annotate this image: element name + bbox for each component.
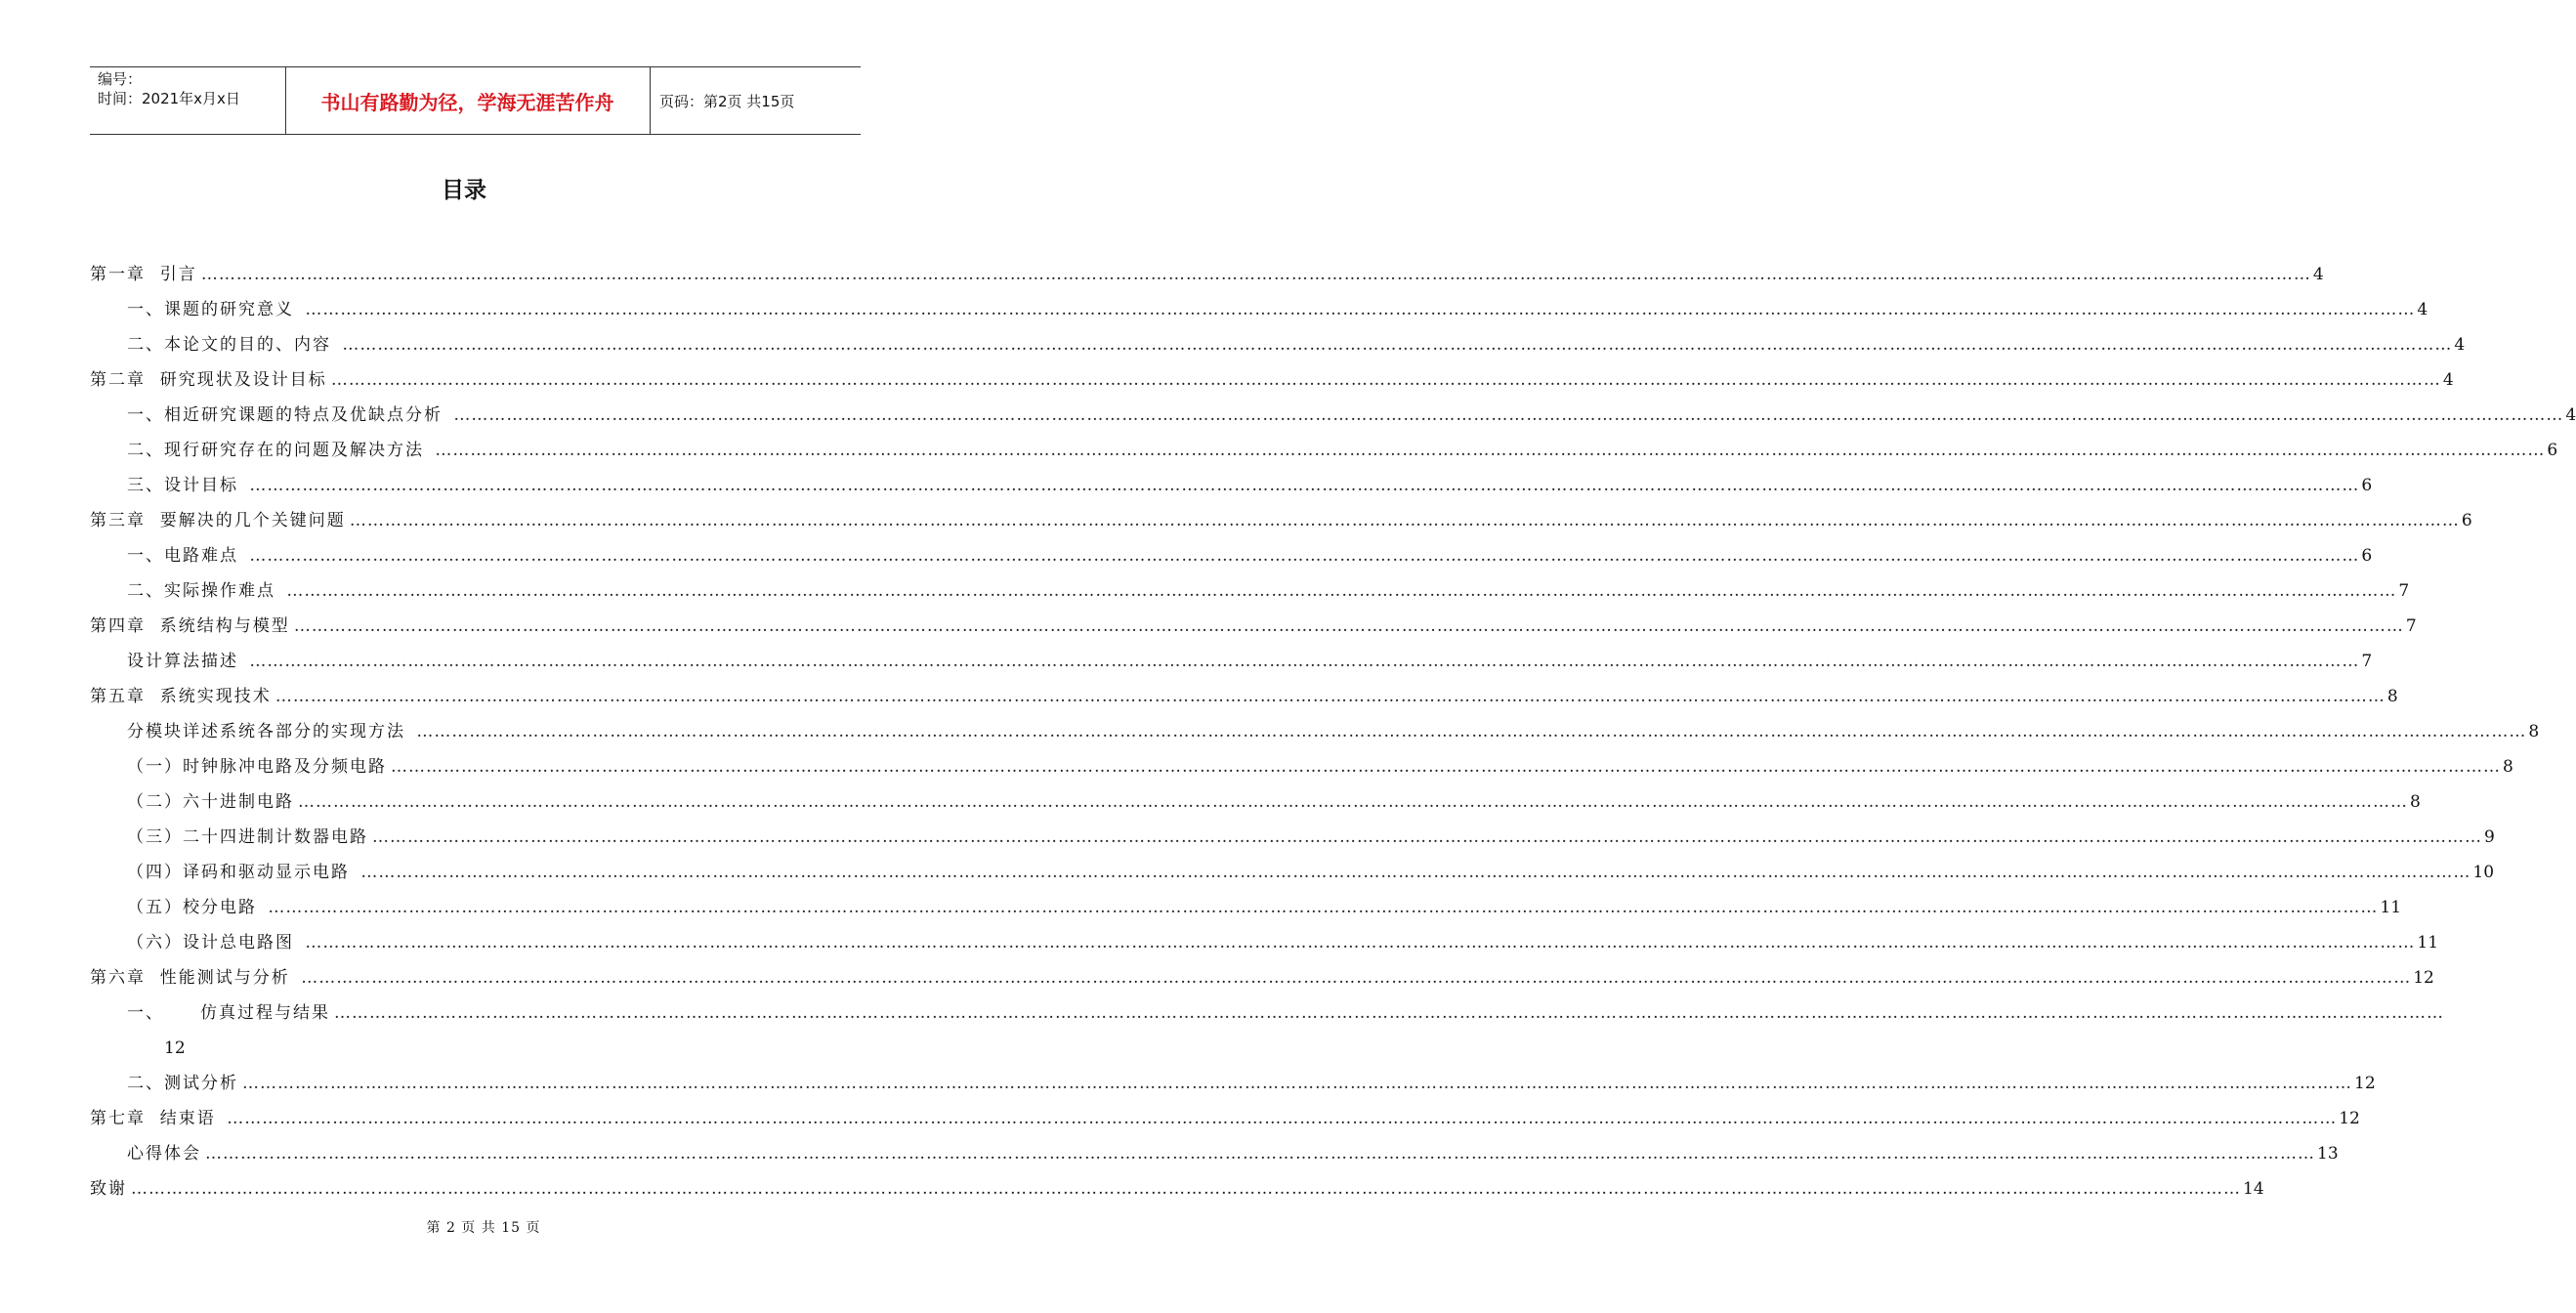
toc-entry[interactable] bbox=[90, 257, 2324, 292]
toc-entry-label: 一、电路难点 bbox=[127, 546, 246, 566]
toc-leader-dots: ……………………………………………………………………………………………………………………………………………………………………………………………………………………………………………………………………………………………………………………………… bbox=[268, 898, 2379, 917]
toc-entry-page: 9 bbox=[2484, 827, 2495, 847]
toc-entry[interactable] bbox=[90, 468, 2373, 503]
number-label: 编号： bbox=[98, 70, 143, 88]
document-header bbox=[90, 66, 861, 135]
toc-entry-label: 第四章 系统结构与模型 bbox=[90, 616, 290, 636]
toc-entry-label: （六）设计总电路图 bbox=[127, 933, 302, 953]
toc-entry-label: 一、相近研究课题的特点及优缺点分析 bbox=[127, 405, 450, 425]
toc-entry[interactable] bbox=[90, 644, 2373, 679]
toc-entry-page: 7 bbox=[2405, 616, 2417, 636]
toc-entry-label: 设计算法描述 bbox=[127, 652, 246, 671]
toc-entry-page: 4 bbox=[2417, 300, 2428, 319]
toc-entry-page: 8 bbox=[2386, 687, 2398, 706]
toc-entry[interactable] bbox=[90, 960, 2434, 995]
toc-entry[interactable] bbox=[90, 855, 2495, 890]
toc-entry[interactable] bbox=[90, 995, 2445, 1031]
toc-entry[interactable] bbox=[90, 433, 2558, 468]
toc-entry-label: 二、测试分析 bbox=[127, 1074, 238, 1093]
toc-entry-label: 二、本论文的目的、内容 bbox=[127, 335, 339, 355]
toc-entry-page: 8 bbox=[2503, 757, 2513, 777]
toc-entry[interactable] bbox=[90, 749, 2513, 784]
toc-leader-dots: ……………………………………………………………………………………………………………………………………………………………………………………………………………………………………………………………………………………………………………………………… bbox=[298, 792, 2408, 812]
toc-entry[interactable] bbox=[90, 679, 2398, 714]
toc-entry-page: 4 bbox=[2565, 405, 2576, 425]
toc-entry-label: 二、现行研究存在的问题及解决方法 bbox=[127, 441, 432, 460]
toc-entry-page: 12 bbox=[2413, 968, 2434, 988]
toc-leader-dots: ……………………………………………………………………………………………………………………………………………………………………………………………………………………………………………………………………………………………………………………………… bbox=[274, 687, 2386, 706]
toc-entry-page: 8 bbox=[2528, 722, 2540, 741]
header-meta bbox=[98, 69, 240, 108]
toc-entry-page: 11 bbox=[2380, 898, 2402, 917]
toc-entry[interactable] bbox=[90, 503, 2472, 538]
toc-entry[interactable] bbox=[90, 925, 2439, 960]
table-of-contents bbox=[90, 257, 2576, 1207]
toc-entry-page: 7 bbox=[2398, 581, 2410, 601]
toc-entry[interactable] bbox=[90, 538, 2373, 573]
toc-entry[interactable] bbox=[90, 1101, 2360, 1136]
toc-leader-dots: ……………………………………………………………………………………………………………………………………………………………………………………………………………………………………………………………………………………………………………………………… bbox=[391, 757, 2501, 777]
toc-entry[interactable] bbox=[90, 820, 2495, 855]
toc-leader-dots: ……………………………………………………………………………………………………………………………………………………………………………………………………………………………………………………………………………………………………………………………… bbox=[360, 863, 2471, 882]
page-footer: 第 2 页 共 15 页 bbox=[426, 1220, 541, 1236]
toc-entry[interactable] bbox=[90, 784, 2421, 820]
toc-entry-page: 6 bbox=[2547, 441, 2558, 460]
toc-entry-page: 11 bbox=[2417, 933, 2439, 953]
time-label: 时间：2021年x月x日 bbox=[98, 90, 240, 107]
toc-entry[interactable] bbox=[90, 573, 2410, 609]
toc-entry-label: （五）校分电路 bbox=[127, 898, 265, 917]
toc-leader-dots: ……………………………………………………………………………………………………………………………………………………………………………………………………………………………………………………………………………………………………………………………… bbox=[349, 511, 2460, 530]
toc-leader-dots: ……………………………………………………………………………………………………………………………………………………………………………………………………………………………………………………………………………………………………………………………… bbox=[242, 1074, 2352, 1093]
toc-entry-label: 第一章 引言 bbox=[90, 265, 197, 284]
toc-entry-label: 心得体会 bbox=[127, 1144, 201, 1164]
toc-entry-page-wrapped: 12 bbox=[164, 1038, 186, 1058]
toc-leader-dots: ……………………………………………………………………………………………………………………………………………………………………………………………………………………………………………………………………………………………………………………………… bbox=[131, 1179, 2241, 1199]
toc-entry-label: 第七章 结束语 bbox=[90, 1109, 224, 1128]
toc-entry-page: 12 bbox=[2339, 1109, 2360, 1128]
toc-entry-label: （四）译码和驱动显示电路 bbox=[127, 863, 358, 882]
toc-entry-label: 一、 仿真过程与结果 bbox=[127, 1003, 331, 1023]
toc-entry-label: 第二章 研究现状及设计目标 bbox=[90, 370, 327, 390]
toc-entry[interactable] bbox=[90, 1171, 2264, 1207]
page-title: 目录 bbox=[442, 178, 486, 203]
toc-entry[interactable] bbox=[90, 714, 2540, 749]
toc-entry-page: 6 bbox=[2361, 546, 2373, 566]
toc-leader-dots: ……………………………………………………………………………………………………………………………………………………………………………………………………………………………………………………………………………………………………………………………… bbox=[342, 335, 2453, 355]
toc-entry-label: 一、课题的研究意义 bbox=[127, 300, 302, 319]
toc-entry-label: 第五章 系统实现技术 bbox=[90, 687, 272, 706]
toc-entry-label: （二）六十进制电路 bbox=[127, 792, 294, 812]
toc-entry-page: 6 bbox=[2461, 511, 2472, 530]
toc-entry[interactable] bbox=[90, 890, 2402, 925]
toc-entry[interactable] bbox=[90, 362, 2454, 398]
toc-entry-label: 分模块详述系统各部分的实现方法 bbox=[127, 722, 413, 741]
toc-entry-page: 4 bbox=[2454, 335, 2466, 355]
toc-leader-dots: ……………………………………………………………………………………………………………………………………………………………………………………………………………………………………………………………………………………………………………………………… bbox=[435, 441, 2546, 460]
toc-entry-label: 第三章 要解决的几个关键问题 bbox=[90, 511, 346, 530]
toc-leader-dots: ……………………………………………………………………………………………………………………………………………………………………………………………………………………………………………………………………………………………………………………………… bbox=[416, 722, 2527, 741]
toc-entry-page: 7 bbox=[2361, 652, 2373, 671]
toc-entry-page: 6 bbox=[2361, 476, 2373, 495]
toc-leader-dots: ……………………………………………………………………………………………………………………………………………………………………………………………………………………………………………………………………………………………………………………………… bbox=[453, 405, 2564, 425]
toc-leader-dots: ……………………………………………………………………………………………………………………………………………………………………………………………………………………………………………………………………………………………………………………………… bbox=[334, 1003, 2445, 1023]
toc-leader-dots: ……………………………………………………………………………………………………………………………………………………………………………………………………………………………………………………………………………………………………………………………… bbox=[249, 476, 2360, 495]
toc-leader-dots: ……………………………………………………………………………………………………………………………………………………………………………………………………………………………………………………………………………………………………………………………… bbox=[205, 1144, 2315, 1164]
toc-leader-dots: ……………………………………………………………………………………………………………………………………………………………………………………………………………………………………………………………………………………………………………………………… bbox=[372, 827, 2482, 847]
toc-leader-dots: ……………………………………………………………………………………………………………………………………………………………………………………………………………………………………………………………………………………………………………………………… bbox=[200, 265, 2311, 284]
toc-leader-dots: ……………………………………………………………………………………………………………………………………………………………………………………………………………………………………………………………………………………………………………………………… bbox=[227, 1109, 2338, 1128]
toc-entry-label: （一）时钟脉冲电路及分频电路 bbox=[127, 757, 387, 777]
toc-leader-dots: ……………………………………………………………………………………………………………………………………………………………………………………………………………………………………………………………………………………………………………………………… bbox=[249, 652, 2360, 671]
toc-entry-label: 二、实际操作难点 bbox=[127, 581, 283, 601]
toc-entry-page: 10 bbox=[2472, 863, 2495, 882]
toc-entry-page: 4 bbox=[2442, 370, 2454, 390]
toc-entry-page: 14 bbox=[2243, 1179, 2264, 1199]
toc-leader-dots: ……………………………………………………………………………………………………………………………………………………………………………………………………………………………………………………………………………………………………………………………… bbox=[286, 581, 2397, 601]
toc-entry-page: 12 bbox=[2354, 1074, 2376, 1093]
toc-entry[interactable] bbox=[90, 398, 2576, 433]
toc-leader-dots: ……………………………………………………………………………………………………………………………………………………………………………………………………………………………………………………………………………………………………………………………… bbox=[330, 370, 2441, 390]
header-divider bbox=[650, 67, 651, 134]
toc-entry-page: 13 bbox=[2317, 1144, 2339, 1164]
toc-leader-dots: ……………………………………………………………………………………………………………………………………………………………………………………………………………………………………………………………………………………………………………………………… bbox=[249, 546, 2360, 566]
toc-entry[interactable] bbox=[90, 1066, 2376, 1101]
toc-entry-label: （三）二十四进制计数器电路 bbox=[127, 827, 368, 847]
toc-entry-label: 致谢 bbox=[90, 1179, 127, 1199]
toc-leader-dots: ……………………………………………………………………………………………………………………………………………………………………………………………………………………………………………………………………………………………………………………………… bbox=[305, 933, 2416, 953]
toc-entry[interactable] bbox=[90, 609, 2417, 644]
toc-leader-dots: ……………………………………………………………………………………………………………………………………………………………………………………………………………………………………………………………………………………………………………………………… bbox=[293, 616, 2404, 636]
header-page-info: 页码：第2页 共15页 bbox=[659, 92, 795, 110]
toc-entry-page: 4 bbox=[2312, 265, 2324, 284]
toc-entry[interactable] bbox=[90, 1136, 2339, 1171]
toc-entry-label: 三、设计目标 bbox=[127, 476, 246, 495]
toc-leader-dots: ……………………………………………………………………………………………………………………………………………………………………………………………………………………………………………………………………………………………………………………………… bbox=[305, 300, 2416, 319]
toc-entry-page: 8 bbox=[2410, 792, 2421, 812]
header-motto: 书山有路勤为径，学海无涯苦作舟 bbox=[320, 90, 614, 114]
toc-entry[interactable] bbox=[90, 292, 2428, 327]
toc-entry-label: 第六章 性能测试与分析 bbox=[90, 968, 298, 988]
toc-entry[interactable] bbox=[90, 327, 2466, 362]
toc-leader-dots: ……………………………………………………………………………………………………………………………………………………………………………………………………………………………………………………………………………………………………………………………… bbox=[301, 968, 2412, 988]
